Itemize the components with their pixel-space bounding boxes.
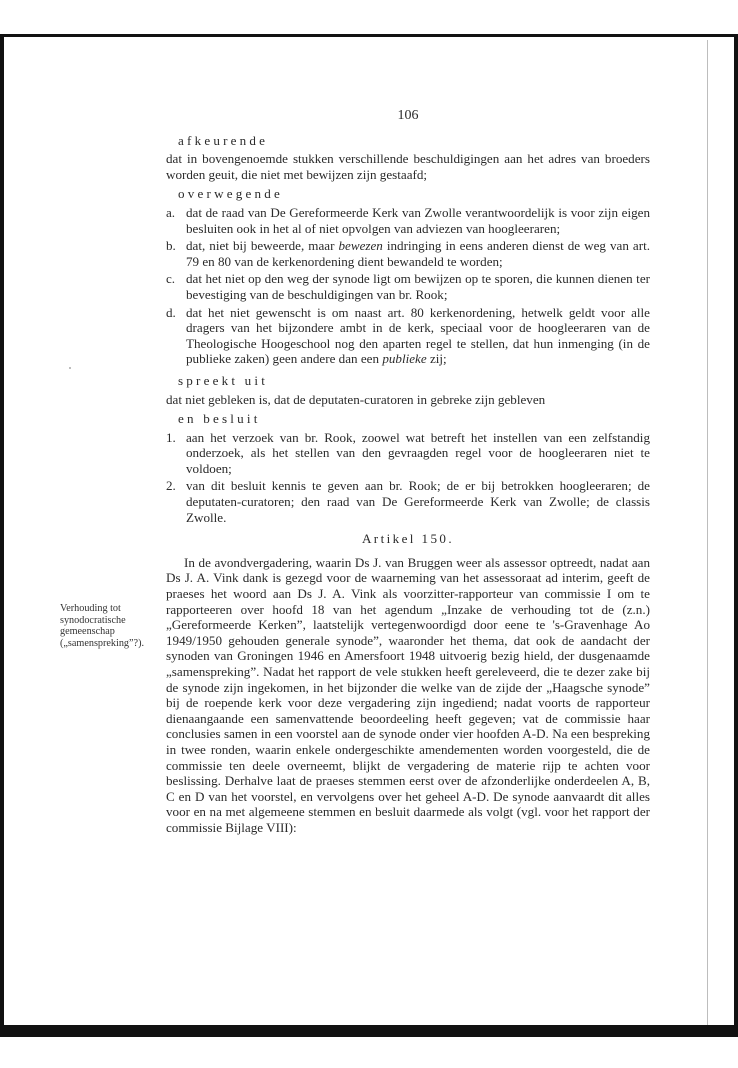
paragraph-spreekt-uit: dat niet gebleken is, dat de deputaten-curatoren in gebreke zijn gebleven	[166, 391, 546, 407]
list-item-label: c.	[166, 271, 176, 287]
list-item-label: b.	[166, 238, 176, 254]
scan-border-top	[0, 34, 738, 37]
emphasis: publieke	[382, 351, 427, 367]
list-item-label: a.	[166, 204, 176, 220]
text-run: dat het niet gewenscht is om naast art. 80 kerkenordening, hetwelk geldt voor alle dragers van het bijzondere ambt in de kerk, speciaal voor de hoogleeraren van de Theologische Hoogeschool nog den aparten regel te stellen, dat hun inmenging (in de publieke zaken) geen andere dan een	[186, 304, 650, 367]
list-item	[166, 271, 650, 302]
article-body: In de avondvergadering, waarin Ds J. van Bruggen weer als assessor optreedt, nadat aan Ds J. A. Vink dank is gezegd voor de waarneming van het assessoraat ad interim, geeft de praeses het woord aan Ds J. A. Vink als voorzitter-rapporteur van commissie I om te rapporteeren over hoofd 18 van het agendum „Inzake de verhouding tot de (z.n.) „Gereformeerde Kerken”, laatstelijk vertegenwoordigd door eene te 's-Gravenhage Ao 1949/1950 gehouden generale synode”, waaronder het thema, dat ook de aandacht der synoden van Groningen 1946 en Amersfoort 1948 uitvoerig bezig hield, der dusgenaamde „samenspreking”. Nadat het rapport de vele stukken heeft gereleveerd, die te dezer zake bij de synode zijn ingekomen, in het bijzonder die welke van de zijde der „Haagsche synode” bij de roepende kerk voor deze vergadering zijn ingediend; nadat voorts de rapporteur dienaangaande een samenvattende beoordeeling heeft gegeven; vat de commissie haar conclusies samen in een voorstel aan de synode onder vier hoofden A-D. Na een bespreking in twee ronden, waarin enkele ondergeschikte amendementen worden voorgesteld, die de commissie ten deele overneemt, blijkt de vergadering de materie rijp te achten voor beslissing. Derhalve laat de praeses stemmen eerst over de afzonderlijke onderdeelen A, B, C en D van het voorstel, en vervolgens over het geheel A-D. De synode aanvaardt dit alles voor en na met algemeene stemmen en besluit daarmede als volgt (vgl. voor het rapport der commissie Bijlage VIII):	[166, 554, 650, 835]
margin-note: Verhouding tot synodocratische gemeenschap („samenspreking”?).	[60, 603, 145, 649]
list-item	[166, 430, 650, 477]
text-run: indringing in eens anderen dienst de weg van art. 79 en 80 van de kerkenordening dient bewandeld te worden;	[186, 238, 650, 269]
list-item-label: d.	[166, 304, 176, 320]
page-edge-line	[707, 40, 708, 1025]
heading-overwegende: overwegende	[178, 186, 283, 202]
list-item	[166, 205, 650, 236]
list-item	[166, 305, 650, 367]
heading-en-besluit: en besluit	[178, 411, 261, 427]
scan-speck	[69, 367, 71, 369]
list-item	[166, 478, 650, 525]
scan-border-bottom	[0, 1025, 738, 1037]
list-item	[166, 238, 650, 269]
scan-border-left	[0, 36, 4, 1036]
list-item-label: 1.	[166, 429, 176, 445]
page-body	[166, 108, 650, 836]
emphasis: bewezen	[338, 238, 383, 254]
paragraph-afkeurende: dat in bovengenoemde stukken verschillende beschuldigingen aan het adres van broeders worden geuit, die niet met bewijzen zijn gestaafd;	[166, 151, 650, 182]
list-item-text	[186, 305, 650, 367]
text-run: dat, niet bij beweerde, maar	[186, 238, 339, 254]
list-item-text: van dit besluit kennis te geven aan br. Rook; de er bij betrokken hoogleeraren; de deputaten-curatoren; den raad van De Gereformeerde Kerk van Zwolle; de classis Zwolle.	[186, 478, 650, 525]
list-item-text: aan het verzoek van br. Rook, zoowel wat betreft het instellen van een zelfstandig onderzoek, als het stellen van den gevraagden regel voor de hoogleeraren niet te voldoen;	[186, 429, 650, 476]
heading-spreekt-uit: spreekt uit	[178, 372, 269, 388]
page-number: 106	[397, 108, 419, 123]
list-item-text	[186, 238, 650, 269]
heading-afkeurende: afkeurende	[178, 132, 269, 148]
list-item-text: dat het niet op den weg der synode ligt om bewijzen op te sporen, die kunnen dienen ter bevestiging van de beschuldigingen van br. Rook;	[186, 271, 650, 302]
list-item-text: dat de raad van De Gereformeerde Kerk van Zwolle verantwoordelijk is voor zijn eigen besluiten ook in het al of niet opvolgen van adviezen van hoogleeraren;	[186, 204, 650, 236]
text-run: zij;	[426, 351, 447, 367]
article-title: Artikel 150.	[361, 531, 455, 547]
list-item-label: 2.	[166, 478, 176, 494]
scan-border-right	[734, 36, 738, 1036]
